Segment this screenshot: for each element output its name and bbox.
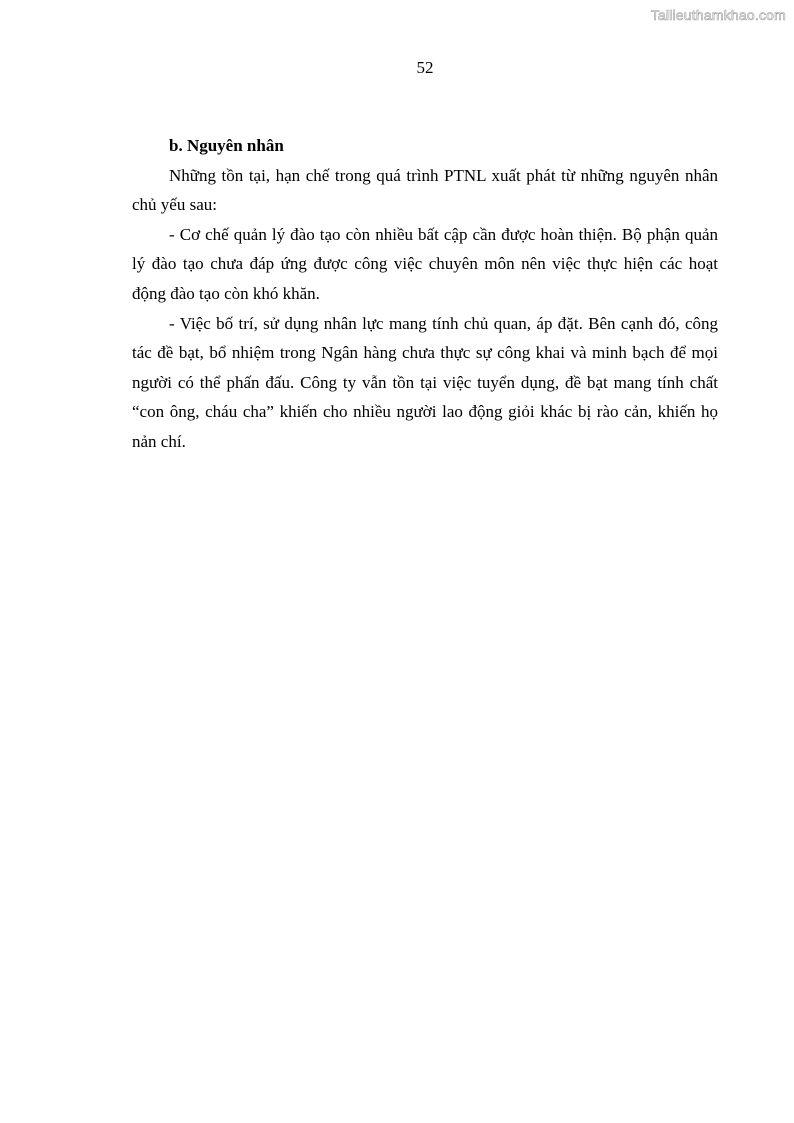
paragraph-reason-2: - Việc bố trí, sử dụng nhân lực mang tính chủ quan, áp đặt. Bên cạnh đó, công tác đề bạt, bổ nhiệm trong Ngân hàng chưa thực sự công khai và minh bạch để mọi người có thể phấn đấu. Công ty vẫn tồn tại việc tuyển dụng, đề bạt mang tính chất “con ông, cháu cha” khiến cho nhiều người lao động giỏi khác bị rào cản, khiến họ nản chí.: [132, 313, 718, 451]
paragraph-reason-1: - Cơ chế quản lý đào tạo còn nhiều bất cập cần được hoàn thiện. Bộ phận quản lý đào tạo chưa đáp ứng được công việc chuyên môn nên việc thực hiện các hoạt động đào tạo còn khó khăn.: [132, 224, 718, 303]
page-number: 52: [416, 58, 434, 77]
document-body: [132, 131, 718, 457]
paragraph-intro: Những tồn tại, hạn chế trong quá trình PTNL xuất phát từ những nguyên nhân chủ yếu sau:: [132, 165, 718, 215]
watermark-logo: Tailieuthamkhao.com: [650, 7, 786, 23]
section-heading: b. Nguyên nhân: [169, 136, 284, 155]
